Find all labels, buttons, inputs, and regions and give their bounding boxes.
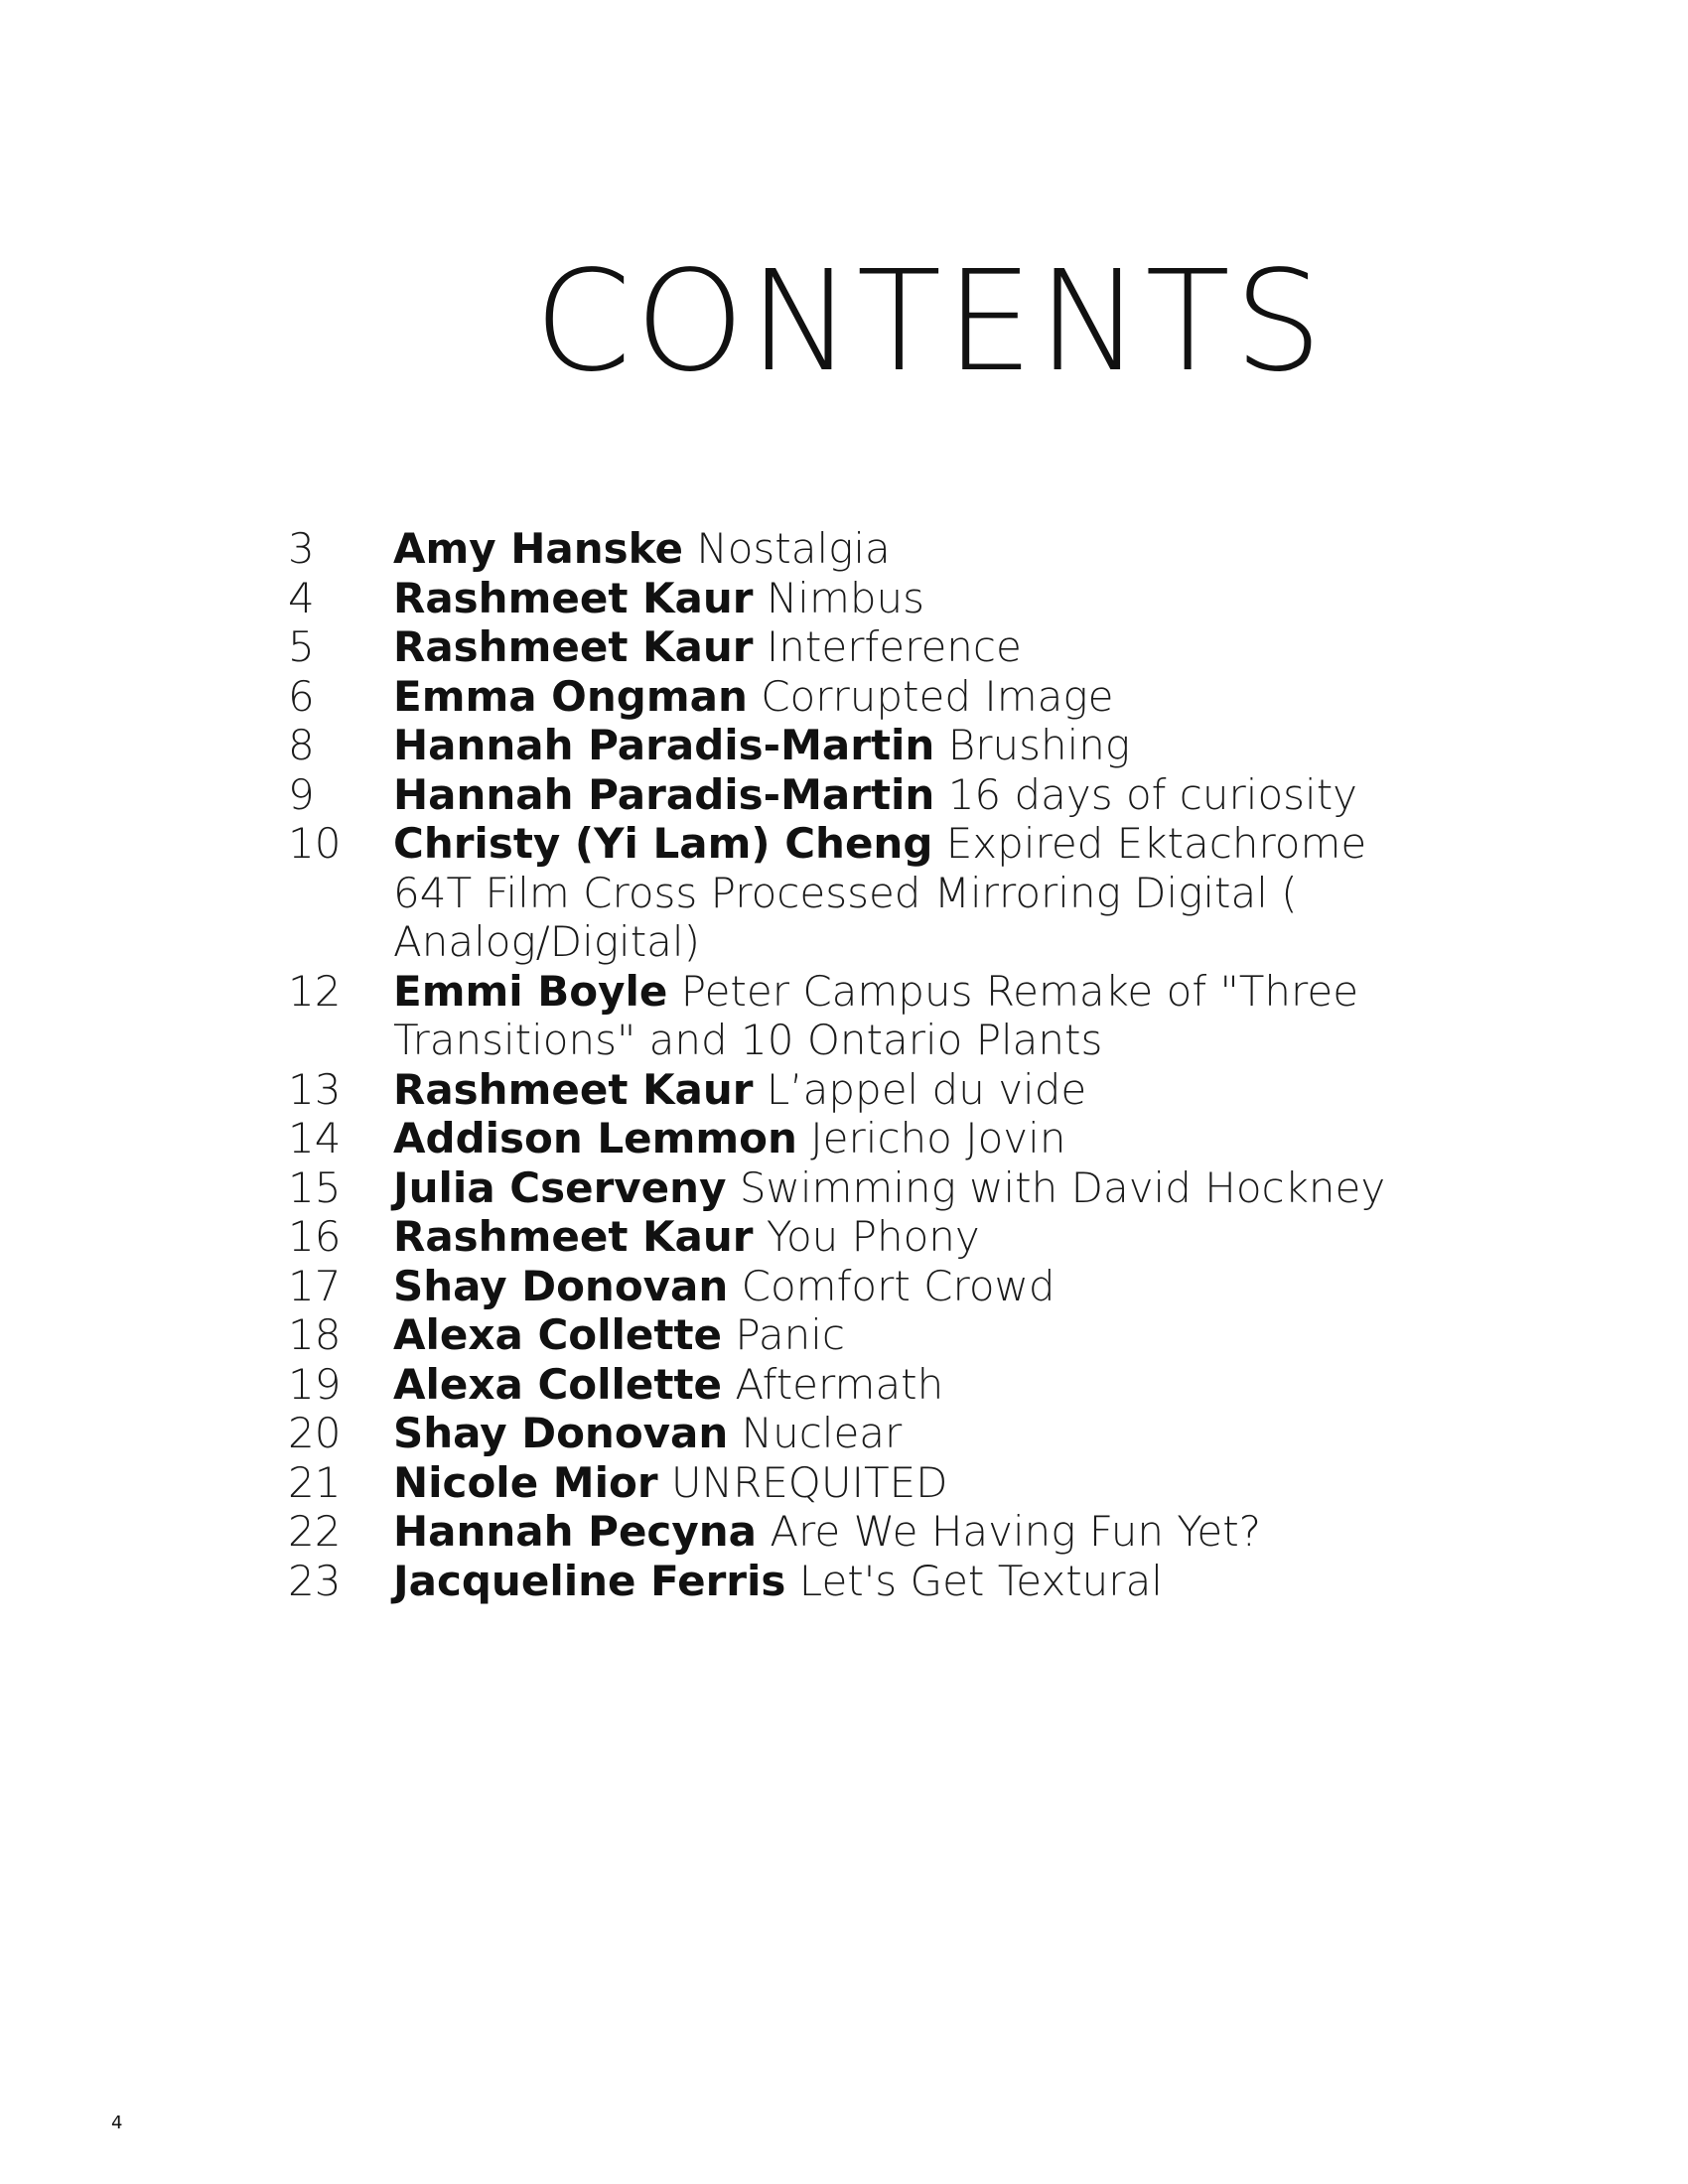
toc-entry-text xyxy=(393,1458,1430,1508)
toc-entry-text xyxy=(393,1065,1430,1115)
toc-page-number: 13 xyxy=(288,1064,342,1114)
toc-title: Expired Ektachrome 64T Film Cross Processed Mirroring Digital ( Analog/Digital) xyxy=(393,819,1367,966)
toc-author: Hannah Paradis-Martin xyxy=(393,769,935,819)
toc-author: Nicole Mior xyxy=(393,1457,658,1507)
toc-author: Rashmeet Kaur xyxy=(393,1064,754,1114)
toc-page-number: 6 xyxy=(288,671,315,721)
toc-author: Alexa Collette xyxy=(393,1359,723,1409)
toc-author: Shay Donovan xyxy=(393,1409,729,1457)
toc-page-number: 3 xyxy=(288,524,315,573)
toc-entry xyxy=(288,1458,1430,1508)
toc-title: Jericho Jovin xyxy=(810,1114,1066,1162)
toc-entry-text xyxy=(393,1557,1430,1606)
toc-author: Addison Lemmon xyxy=(393,1114,797,1162)
toc-entry xyxy=(288,1310,1430,1360)
toc-title: Panic xyxy=(735,1310,845,1359)
toc-entry xyxy=(288,1360,1430,1410)
toc-entry-text xyxy=(393,819,1430,967)
toc-page-number: 14 xyxy=(288,1114,342,1162)
toc-page-number: 15 xyxy=(288,1162,342,1212)
toc-entry-text xyxy=(393,1310,1430,1360)
toc-entry-text xyxy=(393,524,1430,574)
toc-author: Hannah Paradis-Martin xyxy=(393,721,935,769)
toc-entry-text xyxy=(393,1507,1430,1557)
page-title: CONTENTS xyxy=(534,241,1327,403)
toc-author: Emma Ongman xyxy=(393,671,748,721)
toc-entry-text xyxy=(393,967,1430,1065)
toc-title: Are We Having Fun Yet? xyxy=(770,1507,1261,1556)
toc-author: Emmi Boyle xyxy=(393,966,668,1016)
toc-page-number: 20 xyxy=(288,1409,342,1457)
toc-author: Jacqueline Ferris xyxy=(393,1556,786,1605)
toc-page-number: 19 xyxy=(288,1359,342,1409)
toc-entry xyxy=(288,574,1430,623)
toc-entry-text xyxy=(393,1114,1430,1163)
toc-page-number: 4 xyxy=(288,573,315,622)
toc-title: Let's Get Textural xyxy=(798,1556,1163,1605)
toc-page-number: 22 xyxy=(288,1507,342,1556)
toc-title: Interference xyxy=(766,622,1022,671)
page-number: 4 xyxy=(111,2113,123,2133)
toc-page-number: 21 xyxy=(288,1457,342,1507)
toc-title: Aftermath xyxy=(735,1359,944,1409)
toc-entry xyxy=(288,1557,1430,1606)
toc-page-number: 9 xyxy=(288,769,315,819)
toc-title: Nuclear xyxy=(741,1409,903,1457)
toc-page-number: 18 xyxy=(288,1310,342,1359)
toc-title: Comfort Crowd xyxy=(741,1261,1055,1310)
toc-page-number: 8 xyxy=(288,721,315,769)
toc-entry xyxy=(288,1262,1430,1311)
toc-title: Nimbus xyxy=(766,573,925,622)
toc-entry xyxy=(288,1507,1430,1557)
toc-title: You Phony xyxy=(766,1212,980,1261)
toc-author: Rashmeet Kaur xyxy=(393,1212,754,1261)
toc-entry-text xyxy=(393,721,1430,770)
table-of-contents xyxy=(288,524,1430,1605)
toc-entry xyxy=(288,770,1430,820)
toc-entry xyxy=(288,1409,1430,1458)
toc-entry xyxy=(288,524,1430,574)
toc-title: Peter Campus Remake of "Three Transitions" and 10 Ontario Plants xyxy=(393,966,1359,1064)
toc-title: Nostalgia xyxy=(696,524,891,573)
toc-entry xyxy=(288,1114,1430,1163)
toc-title: 16 days of curiosity xyxy=(947,769,1358,819)
toc-entry-text xyxy=(393,1409,1430,1458)
toc-entry-text xyxy=(393,1212,1430,1262)
toc-page-number: 5 xyxy=(288,622,315,671)
toc-author: Rashmeet Kaur xyxy=(393,622,754,671)
toc-author: Julia Cserveny xyxy=(393,1162,727,1212)
toc-title: Brushing xyxy=(947,721,1131,769)
toc-author: Shay Donovan xyxy=(393,1261,729,1310)
toc-entry-text xyxy=(393,1262,1430,1311)
toc-entry xyxy=(288,819,1430,967)
toc-entry xyxy=(288,967,1430,1065)
toc-entry-text xyxy=(393,1163,1430,1213)
toc-page-number: 12 xyxy=(288,966,342,1016)
toc-author: Hannah Pecyna xyxy=(393,1507,757,1556)
toc-entry xyxy=(288,721,1430,770)
toc-entry xyxy=(288,1163,1430,1213)
toc-author: Rashmeet Kaur xyxy=(393,573,754,622)
toc-entry xyxy=(288,1212,1430,1262)
toc-author: Christy (Yi Lam) Cheng xyxy=(393,819,933,868)
toc-page-number: 10 xyxy=(288,819,342,868)
toc-title: L’appel du vide xyxy=(766,1064,1087,1114)
toc-author: Alexa Collette xyxy=(393,1310,723,1359)
toc-entry xyxy=(288,622,1430,672)
toc-title: UNREQUITED xyxy=(670,1457,948,1507)
toc-page-number: 16 xyxy=(288,1212,342,1261)
toc-entry-text xyxy=(393,1360,1430,1410)
toc-entry-text xyxy=(393,574,1430,623)
toc-page-number: 17 xyxy=(288,1261,342,1310)
toc-entry-text xyxy=(393,770,1430,820)
toc-title: Swimming with David Hockney xyxy=(739,1162,1386,1212)
toc-entry-text xyxy=(393,672,1430,722)
toc-entry-text xyxy=(393,622,1430,672)
toc-page-number: 23 xyxy=(288,1556,342,1605)
toc-entry xyxy=(288,1065,1430,1115)
toc-title: Corrupted Image xyxy=(761,671,1114,721)
toc-author: Amy Hanske xyxy=(393,524,683,573)
toc-entry xyxy=(288,672,1430,722)
